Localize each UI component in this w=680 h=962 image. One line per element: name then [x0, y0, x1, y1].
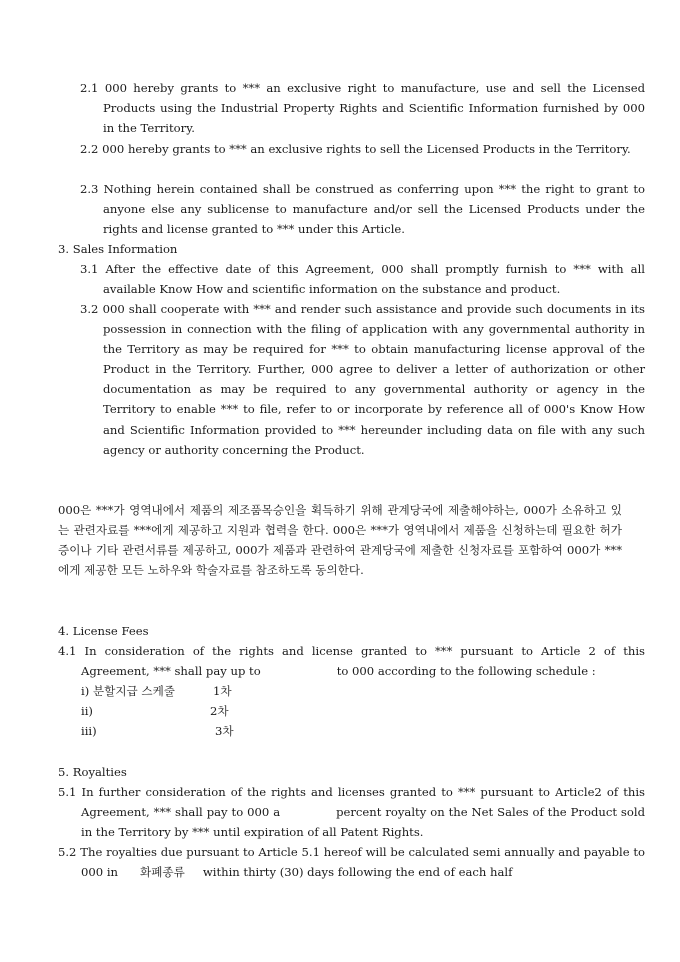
clause-text: 000 hereby grants to *** an exclusive right to manufacture, use and sell the Licensed Products using the Industrial Property Rights and Scientific Information furnished by 000 in the Territory.	[103, 81, 645, 136]
clause-number: 3.2	[80, 302, 99, 316]
clause-number: 2.2	[80, 142, 99, 156]
schedule-label: ii)	[81, 704, 93, 718]
clause-text-b: within thirty (30) days following the end of each half	[202, 865, 513, 880]
clause-text-a: In consideration of the rights and license granted to *** pursuant to Article 2 of this Agreement, *** shall pay up to	[81, 644, 645, 679]
currency-placeholder: 화폐종류	[140, 865, 185, 880]
clause-2-1	[80, 78, 645, 138]
clause-number: 4.1	[58, 644, 77, 658]
clause-5-1	[58, 782, 645, 842]
section-heading-4: 4. License Fees	[58, 624, 149, 638]
clause-text: 000 hereby grants to *** an exclusive rights to sell the Licensed Products in the Territory.	[102, 142, 631, 156]
clause-number: 5.1	[58, 785, 77, 799]
clause-3-2	[80, 299, 645, 460]
clause-text: After the effective date of this Agreement, 000 shall promptly furnish to *** with all available Know How and scientific information on the substance and product.	[103, 262, 646, 297]
clause-text: Nothing herein contained shall be construed as conferring upon *** the right to grant to anyone else any sublicense to manufacture and/or sell the Licensed Products under the rights and license granted to *** under this Article.	[103, 182, 646, 237]
clause-5-2	[58, 842, 645, 882]
schedule-value: 2차	[210, 704, 229, 718]
schedule-label: iii)	[81, 724, 97, 738]
clause-2-3	[80, 179, 645, 239]
section-heading-3: 3. Sales Information	[58, 242, 178, 256]
schedule-label: i) 분할지급 스케줄	[81, 684, 175, 698]
schedule-value: 1차	[213, 684, 232, 698]
clause-2-2	[80, 139, 645, 159]
clause-number: 2.3	[80, 182, 99, 196]
clause-number: 3.1	[80, 262, 99, 276]
clause-text-a: The royalties due pursuant to Article 5.1 hereof will be calculated semi annually and payable to 000 in	[80, 845, 645, 880]
schedule-value: 3차	[215, 724, 234, 738]
section-heading-5: 5. Royalties	[58, 765, 127, 779]
clause-number: 2.1	[80, 81, 99, 95]
clause-3-1	[80, 259, 645, 299]
clause-text-b: to 000 according to the following schedule :	[336, 664, 596, 679]
clause-text-b: percent royalty on the Net Sales of the Product sold in the Territory by *** until expiration of all Patent Rights.	[81, 805, 645, 840]
korean-summary-paragraph: 000은 ***가 영역내에서 제품의 제조품목승인을 획득하기 위해 관계당국에 제출해야하는, 000가 소유하고 있는 관련자료를 ***에게 제공하고 지원과 협력을 한다. 000은 ***가 영역내에서 제품을 신청하는데 필요한 허가증이나 기타 관련서류를 제공하고, 000가 제품과 관련하여 관계당국에 제출한 신청자료를 포함하여 000가 ***에게 제공한 모든 노하우와 학술자료를 참조하도록 동의한다.	[58, 503, 622, 578]
clause-4-1	[58, 641, 645, 681]
clause-text: 000 shall cooperate with *** and render such assistance and provide such documents in its possession in connection with the filing of application with any governmental authority in the Territory as may be required for *** to obtain manufacturing license approval of the Product in the Territory. Further, 000 agree to deliver a letter of authorization or other documentation as may be required to any governmental authority or agency in the Territory to enable *** to file, refer to or incorporate by reference all of 000's Know How and Scientific Information provided to *** hereunder including data on file with any such agency or authority concerning the Product.	[102, 302, 645, 457]
clause-text-a: In further consideration of the rights and licenses granted to *** pursuant to Article2 of this Agreement, *** shall pay to 000 a	[81, 785, 645, 820]
clause-number: 5.2	[58, 845, 77, 859]
